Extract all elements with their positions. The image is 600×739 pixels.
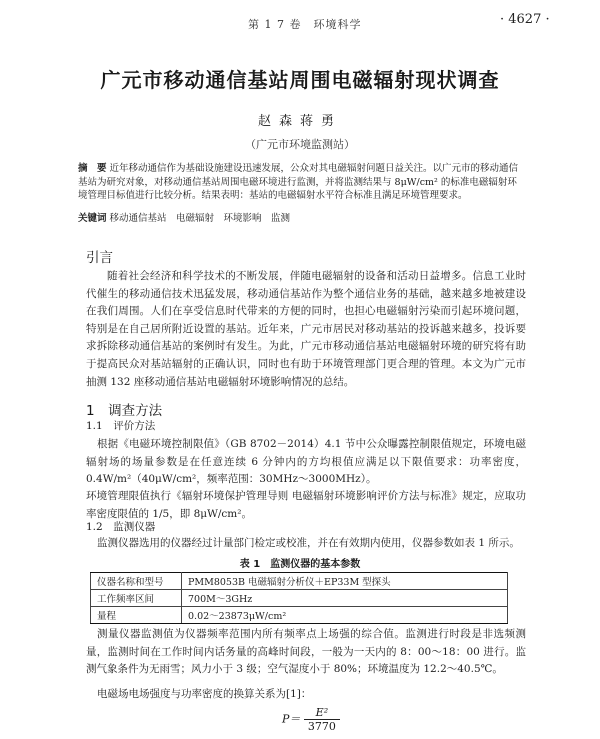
abstract-text: 近年移动通信作为基础设施建设迅速发展，公众对其电磁辐射问题日益关注。以广元市的移动通信基站为研究对象，对移动通信基站周围电磁环境进行监测，并将监测结果与 8μW/cm² 的标准电磁辐射环境管理目标值进行比较分析。结果表明：基站的电磁辐射水平符合标准且满足环境管理要求。 — [78, 163, 519, 201]
paragraph-limits: 根据《电磁环境控制限值》（GB 8702－2014）4.1 节中公众曝露控制限值规定，环境电磁辐射场的场量参数是在任意连续 6 分钟内的方均根值应满足以下限值要求：功率密度，0.4W/m²（40μW/cm²，频率范围：30MHz～3000MHz）。 — [86, 438, 526, 486]
paper-title: 广元市移动通信基站周围电磁辐射现状调查 — [100, 68, 500, 92]
paragraph-instruments: 监测仪器选用的仪器经过计量部门检定或校准，并在有效期内使用，仪器参数如表 1 所示。 — [97, 537, 520, 549]
table-cell: 工作频率区间 — [91, 590, 182, 607]
table-cell: 0.02～23873μW/cm² — [182, 607, 508, 624]
subheading-instruments: 1.2 监测仪器 — [86, 521, 156, 533]
keywords — [78, 212, 522, 225]
formula-lhs: P＝ — [282, 712, 301, 726]
subheading-evaluation-method: 1.1 评价方法 — [86, 420, 156, 432]
power-density-formula — [282, 706, 340, 733]
abstract-label: 摘 要 — [78, 163, 107, 174]
table-cell: PMM8053B 电磁辐射分析仪＋EP33M 型探头 — [182, 573, 508, 590]
paragraph-measurement-conditions: 测量仪器监测值为仪器频率范围内所有频率点上场强的综合值。监测进行时段是非选频测量，监测时间在工作时间内话务量的高峰时间段，一般为一天内的 8：00～18：00 进行。监测气象条件为无雨雪；风力小于 3 级；空气湿度小于 80%；环境温度为 12.2～40.5℃。 — [86, 628, 526, 676]
table-caption: 表 1 监测仪器的基本参数 — [239, 559, 361, 570]
formula-numerator: E² — [304, 706, 340, 720]
paragraph-conversion: 电磁场电场强度与功率密度的换算关系为[1]： — [97, 688, 312, 700]
abstract — [78, 162, 522, 203]
table-cell: 量程 — [91, 607, 182, 624]
table-cell: 仪器名称和型号 — [91, 573, 182, 590]
authors: 赵森蒋勇 — [257, 114, 342, 129]
table-cell: 700M～3GHz — [182, 590, 508, 607]
introduction-paragraph: 随着社会经济和科学技术的不断发展，伴随电磁辐射的设备和活动日益增多。信息工业时代催生的移动通信技术迅猛发展，移动通信基站作为整个通信业务的基础，越来越多地被建设在我们周围。人们在享受信息时代带来的方便的同时，也担心电磁辐射污染而引起环境问题，特别是在自己居所附近设置的基站。近年来，广元市居民对移动基站的投诉越来越多，投诉要求拆除移动通信基站的案例时有发生。为此，广元市移动通信基站电磁辐射环境的研究将有助于提高民众对基站辐射的正确认识，同时也有助于环境管理部门更合理的管理。本文为广元市抽测 132 座移动通信基站电磁辐射环境影响情况的总结。 — [86, 270, 526, 388]
heading-survey-method: 1 调查方法 — [86, 403, 163, 419]
running-head: 第 1 7 卷 环境科学 — [248, 18, 362, 31]
affiliation: （广元市环境监测站） — [245, 138, 355, 151]
table-row — [91, 573, 508, 590]
page-number: · 4627 · — [500, 12, 550, 27]
keywords-label: 关键词 — [78, 213, 107, 224]
formula-fraction — [304, 706, 340, 733]
paragraph-management-limit: 环境管理限值执行《辐射环境保护管理导则 电磁辐射环境影响评价方法与标准》规定，应取功率密度限值的 1/5，即 8μW/cm²。 — [86, 490, 526, 520]
instrument-table — [90, 572, 508, 624]
table-row — [91, 590, 508, 607]
table-row — [91, 607, 508, 624]
heading-introduction: 引言 — [86, 250, 113, 266]
keywords-text: 移动通信基站 电磁辐射 环境影响 监测 — [109, 213, 291, 224]
formula-denominator: 3770 — [307, 720, 336, 733]
